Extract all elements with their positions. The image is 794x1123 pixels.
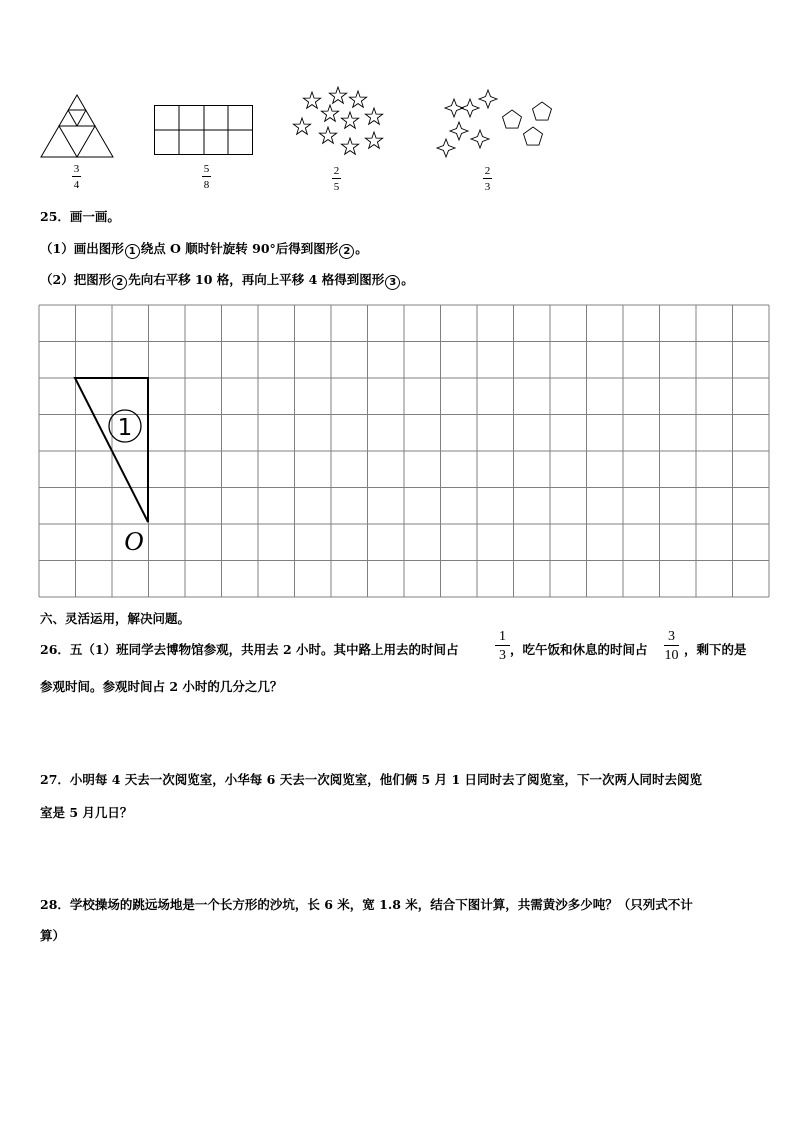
q27-line1: 27．小明每 4 天去一次阅览室，小华每 6 天去一次阅览室，他们俩 5 月 1 日同时去了阅览室，下一次两人同时去阅览 [40,772,703,787]
q28-line2: 算） [40,928,66,943]
point-o-label: O [124,526,144,556]
stars-pentagons-figure [432,88,558,162]
section-6-heading: 六、灵活运用，解决问题。 [40,611,191,626]
q25-sub1: （1）画出图形 1 绕点 O 顺时针旋转 90°后得到图形 2 。 [40,241,368,257]
q26-fraction-3-10: 3 10 [664,629,679,663]
fraction-2-3: 2 3 [484,165,491,193]
triangle-figure [40,94,114,158]
q28-line1: 28．学校操场的跳远场地是一个长方形的沙坑，长 6 米，宽 1.8 米，结合下图计算，共需黄沙多少吨？（只列式不计 [40,897,693,912]
fraction-5-8: 5 8 [203,163,210,191]
q26-line1-end: ，剩下的是 [684,642,747,657]
rectangle-grid-figure [154,105,253,155]
shape-1-label: 1 [117,415,133,441]
q26-line1: 26．五（1）班同学去博物馆参观，共用去 2 小时。其中路上用去的时间占 [40,642,459,657]
q25-title: 25．画一画。 [40,209,120,224]
fraction-3-4: 3 4 [73,163,80,191]
q27-line2: 室是 5 月几日？ [40,805,133,820]
stars-figure [288,84,388,162]
q25-sub2: （2）把图形 2 先向右平移 10 格，再向上平移 4 格得到图形 3 。 [40,272,414,288]
drawing-grid [38,304,770,598]
q26-fraction-1-3: 1 3 [495,629,510,663]
q26-line1-mid: ，吃午饭和休息的时间占 [510,642,648,657]
q26-line2: 参观时间。参观时间占 2 小时的几分之几？ [40,679,283,694]
fraction-2-5: 2 5 [333,165,340,193]
